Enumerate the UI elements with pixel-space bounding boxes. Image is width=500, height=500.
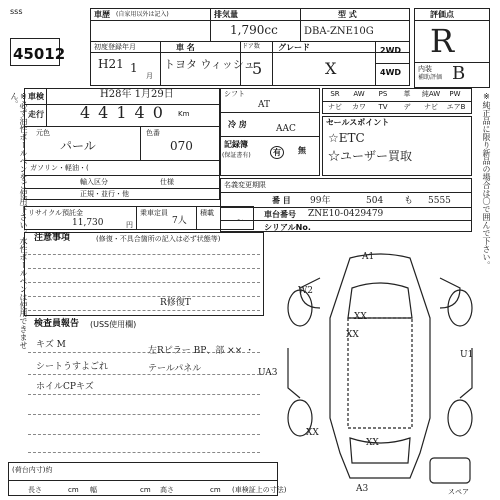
sales-point-1: ☆ETC: [328, 131, 365, 145]
option-sr: SR: [330, 90, 340, 98]
recycle-value: 11,730: [72, 218, 104, 228]
mark-ua3: UA3: [258, 368, 278, 378]
width-label: 幅: [90, 486, 97, 494]
mark-a1: A1: [362, 252, 375, 262]
option-airbag: エアB: [446, 103, 466, 111]
report-line-2: シートうすよごれ: [36, 362, 109, 372]
original-color-label: 元色: [36, 129, 50, 137]
mileage-label: 走行: [28, 110, 44, 119]
mileage-value: 44140: [80, 103, 171, 122]
interior-label: 内装: [418, 65, 432, 73]
height-label: 高さ: [160, 486, 174, 494]
doors-label: ドア数: [242, 43, 260, 50]
mark-u1: U1: [460, 350, 474, 360]
option-aw: AW: [353, 90, 365, 98]
chassis-label: 車台番号: [264, 210, 296, 219]
color-code-label: 色番: [146, 129, 160, 137]
grade-value: R: [430, 22, 455, 60]
recorder-sub: (保証書有): [222, 152, 251, 159]
interior-value: B: [452, 63, 466, 84]
reg-month-value: 1: [130, 61, 138, 75]
grade-col-value: X: [325, 59, 337, 78]
mark-xx-1: XX: [354, 312, 367, 322]
displacement-value: 1,790cc: [230, 23, 278, 37]
report-line-1: キズ M: [36, 340, 66, 350]
vehicle-history-label: 車歴: [94, 10, 110, 19]
option-ps: PS: [378, 90, 388, 98]
option-kawa: カワ: [352, 103, 366, 111]
doors-value: 5: [252, 59, 263, 78]
car-name-label: 車 名: [176, 43, 195, 52]
option-de: デ: [403, 103, 411, 111]
inspector-sign-label: (車検証上の寸法): [232, 486, 287, 494]
option-genuine-aw: 純AW: [421, 90, 441, 98]
option-tv: TV: [378, 103, 388, 111]
reg-year-value: H21: [98, 57, 124, 71]
sales-point-2: ☆ユーザー買取: [328, 149, 413, 163]
length-unit: cm: [68, 486, 79, 494]
report-line-3: ホイルCPキズ: [36, 382, 94, 392]
reg-year-label: 初度登録年月: [94, 43, 136, 51]
option-navi-2: ナビ: [424, 103, 438, 111]
drive-4wd: 4WD: [380, 68, 402, 77]
notes-label: 注意事項: [34, 233, 71, 243]
vehicle-history-note: (自家用以外は記入): [116, 11, 169, 18]
notes-handwritten: R修復T: [160, 298, 191, 308]
recorder-value: 有: [270, 146, 284, 159]
inspection-value: H28年 1月29日: [100, 89, 174, 100]
seat-label: 乗車定員: [140, 209, 168, 217]
name-change-label: 名義変更期限: [224, 181, 266, 189]
length-label: 長さ: [28, 486, 42, 494]
report-right: 左Rピラー BP、部 ×× ・テールパネル: [148, 346, 255, 374]
option-leather: 革: [403, 90, 411, 98]
cargo-label: (荷台内寸)約: [12, 466, 53, 474]
regular-label: 正規・並行・他: [80, 190, 129, 198]
month-unit: 月: [146, 72, 153, 80]
option-pw: PW: [449, 90, 461, 98]
drive-2wd: 2WD: [380, 46, 402, 55]
displacement-label: 排気量: [214, 10, 238, 19]
top-left-note: sss: [10, 7, 23, 16]
recycle-unit: 円: [126, 221, 133, 229]
mark-xx-2: XX: [346, 330, 359, 340]
shift-label: シフト: [224, 90, 245, 98]
height-unit: cm: [210, 486, 221, 494]
seat-value: 7人: [172, 216, 187, 226]
mark-xx-4: XX: [366, 438, 379, 448]
notes-sub: (修復・不具合箇所の記入は必ず状態等): [96, 235, 221, 243]
color-value: パール: [60, 139, 96, 153]
spare-label: スペア: [448, 488, 469, 496]
load-value: ~: [236, 216, 244, 226]
grade-col-label: グレード: [278, 43, 310, 52]
chassis-value: ZNE10-0429479: [308, 209, 384, 219]
car-damage-diagram: [280, 248, 480, 488]
recorder-label: 記録簿: [224, 140, 248, 149]
option-navi: ナビ: [328, 103, 342, 111]
fuel-label: ガソリン・軽油・(: [30, 164, 89, 172]
color-code-value: 070: [170, 139, 193, 153]
recorder-none: 無: [298, 146, 306, 155]
shift-value: AT: [258, 100, 271, 110]
serial-value-2: 504: [366, 196, 384, 206]
inspector-sub: (USS使用欄): [90, 320, 137, 329]
import-label: 輸入区分: [80, 178, 108, 186]
lot-number-box: [10, 38, 66, 66]
mileage-unit: Km: [178, 110, 190, 118]
model-value: DBA-ZNE10G: [304, 26, 374, 37]
serial-label: 番 目: [272, 196, 291, 205]
serial-no-label: シリアルNo.: [264, 223, 311, 232]
import-type-label: 仕様: [160, 178, 174, 186]
interior-sub: 補助評価: [418, 74, 443, 81]
ac-value: AAC: [276, 124, 296, 134]
width-unit: cm: [140, 486, 151, 494]
right-side-note: ※純正品に限り新品の場合は〇で囲んで下さい。: [482, 92, 491, 269]
lot-number: 45012: [13, 45, 66, 63]
mark-w2: W2: [298, 286, 313, 296]
load-label: 積載: [200, 209, 214, 217]
serial-value-4: 5555: [428, 196, 451, 206]
ac-label: 冷 房: [228, 120, 247, 129]
mark-a3: A3: [356, 484, 369, 494]
left-side-note: ※必ず油性ボールペンをご使用下さい。水性ボールペンは使用できません。: [10, 92, 28, 349]
sales-point-label: セールスポイント: [326, 118, 390, 127]
grade-label: 評価点: [430, 10, 454, 19]
notes-block: [24, 232, 264, 316]
inspector-label: 検査員報告: [34, 319, 80, 329]
serial-value-3: も: [404, 196, 414, 206]
model-label: 型 式: [338, 10, 357, 19]
serial-value-1: 99年: [310, 196, 331, 206]
recycle-label: リサイクル預託金: [28, 209, 84, 217]
car-name-value: トヨタ ウィッシュ: [164, 58, 255, 71]
inspection-label: 車検: [28, 92, 44, 101]
mark-xx-3: XX: [306, 428, 319, 438]
